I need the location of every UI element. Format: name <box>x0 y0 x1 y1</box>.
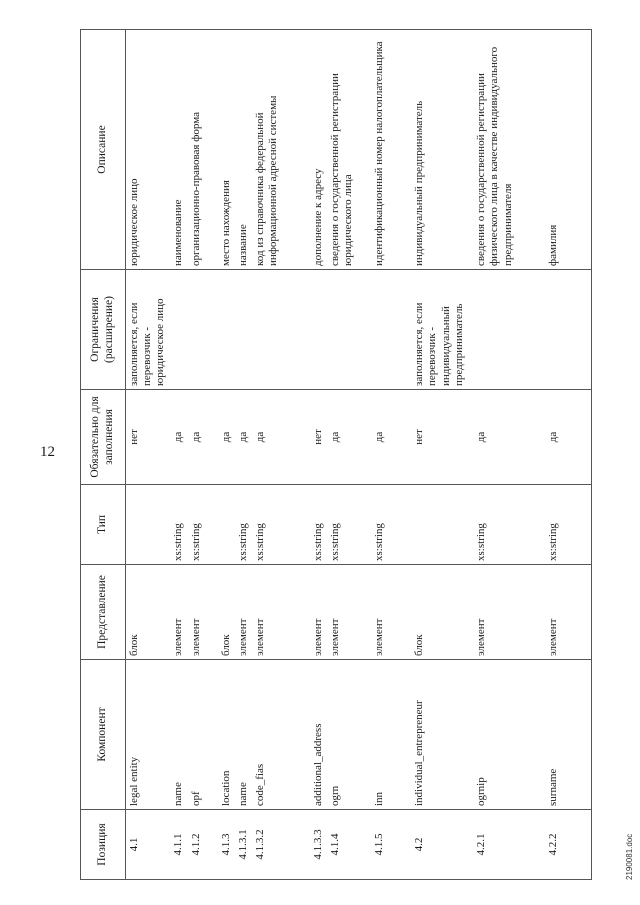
header-component: Компонент <box>81 660 126 810</box>
cell-position: 4.1.3.1 <box>235 810 252 880</box>
cell-type <box>411 485 473 565</box>
cell-limits: заполняется, если перевозчик - юридическое лицо <box>126 270 170 390</box>
cell-required: да <box>371 390 411 485</box>
cell-component: ogrnip <box>473 660 545 810</box>
table-row <box>327 30 371 880</box>
cell-description: сведения о государственной регистрации юридического лица <box>327 30 371 270</box>
page-number: 12 <box>40 444 55 460</box>
cell-limits <box>218 270 235 390</box>
cell-required: да <box>545 390 591 485</box>
cell-description: код из справочника федеральной информационной адресной системы <box>252 30 310 270</box>
cell-description: юридическое лицо <box>126 30 170 270</box>
cell-representation: элемент <box>310 565 327 660</box>
cell-required: да <box>252 390 310 485</box>
header-limits: Ограничения (расширение) <box>81 270 126 390</box>
cell-component: inn <box>371 660 411 810</box>
schema-table <box>80 29 592 880</box>
cell-required: да <box>235 390 252 485</box>
cell-required: нет <box>411 390 473 485</box>
cell-component: ogrn <box>327 660 371 810</box>
cell-representation: блок <box>218 565 235 660</box>
cell-type <box>126 485 170 565</box>
header-required: Обязательно для заполнения <box>81 390 126 485</box>
cell-description: фамилия <box>545 30 591 270</box>
footer-filename: 2190081.doc <box>625 833 634 880</box>
cell-representation: элемент <box>235 565 252 660</box>
cell-limits <box>252 270 310 390</box>
cell-component: surname <box>545 660 591 810</box>
cell-representation: элемент <box>170 565 188 660</box>
cell-type: xs:string <box>235 485 252 565</box>
cell-representation: элемент <box>545 565 591 660</box>
cell-type: xs:string <box>188 485 218 565</box>
cell-limits <box>327 270 371 390</box>
cell-required: да <box>170 390 188 485</box>
cell-position: 4.1.3.3 <box>310 810 327 880</box>
cell-position: 4.1.4 <box>327 810 371 880</box>
cell-type: xs:string <box>371 485 411 565</box>
cell-required: да <box>327 390 371 485</box>
cell-description: идентификационный номер налогоплательщика <box>371 30 411 270</box>
cell-limits <box>170 270 188 390</box>
cell-description: название <box>235 30 252 270</box>
table-row <box>545 30 591 880</box>
cell-position: 4.1.2 <box>188 810 218 880</box>
cell-required: да <box>218 390 235 485</box>
cell-description: место нахождения <box>218 30 235 270</box>
cell-position: 4.2.2 <box>545 810 591 880</box>
cell-type: xs:string <box>473 485 545 565</box>
table-row <box>310 30 327 880</box>
cell-limits <box>188 270 218 390</box>
cell-representation: элемент <box>473 565 545 660</box>
cell-position: 4.2.1 <box>473 810 545 880</box>
table-row <box>218 30 235 880</box>
cell-description: индивидуальный предприниматель <box>411 30 473 270</box>
cell-required: да <box>473 390 545 485</box>
cell-required: нет <box>126 390 170 485</box>
cell-position: 4.1.3.2 <box>252 810 310 880</box>
cell-representation: элемент <box>327 565 371 660</box>
cell-limits <box>235 270 252 390</box>
table-row <box>235 30 252 880</box>
cell-component: code_fias <box>252 660 310 810</box>
cell-type: xs:string <box>545 485 591 565</box>
table-row <box>126 30 170 880</box>
rotated-table-container <box>80 30 640 880</box>
cell-type: xs:string <box>252 485 310 565</box>
cell-component: individual_entrepreneur <box>411 660 473 810</box>
cell-position: 4.1.5 <box>371 810 411 880</box>
cell-representation: блок <box>126 565 170 660</box>
table-header-row <box>81 30 126 880</box>
cell-component: opf <box>188 660 218 810</box>
table-row <box>188 30 218 880</box>
cell-position: 4.1 <box>126 810 170 880</box>
table-row <box>170 30 188 880</box>
header-description: Описание <box>81 30 126 270</box>
cell-position: 4.2 <box>411 810 473 880</box>
cell-description: наименование <box>170 30 188 270</box>
header-type: Тип <box>81 485 126 565</box>
table-row <box>473 30 545 880</box>
cell-position: 4.1.1 <box>170 810 188 880</box>
cell-component: name <box>235 660 252 810</box>
cell-type: xs:string <box>310 485 327 565</box>
cell-type: xs:string <box>327 485 371 565</box>
header-position: Позиция <box>81 810 126 880</box>
table-row <box>411 30 473 880</box>
cell-position: 4.1.3 <box>218 810 235 880</box>
cell-limits <box>371 270 411 390</box>
cell-representation: элемент <box>371 565 411 660</box>
cell-representation: элемент <box>188 565 218 660</box>
cell-limits <box>545 270 591 390</box>
cell-required: да <box>188 390 218 485</box>
cell-component: legal entity <box>126 660 170 810</box>
cell-limits <box>473 270 545 390</box>
cell-type <box>218 485 235 565</box>
cell-component: additional_address <box>310 660 327 810</box>
cell-limits <box>310 270 327 390</box>
cell-description: сведения о государственной регистрации физического лица в качестве индивидуального предпринимателя <box>473 30 545 270</box>
cell-representation: элемент <box>252 565 310 660</box>
cell-description: организационно-правовая форма <box>188 30 218 270</box>
cell-representation: блок <box>411 565 473 660</box>
cell-limits: заполняется, если перевозчик - индивидуальный предприниматель <box>411 270 473 390</box>
cell-description: дополнение к адресу <box>310 30 327 270</box>
cell-type: xs:string <box>170 485 188 565</box>
cell-component: name <box>170 660 188 810</box>
header-representation: Представление <box>81 565 126 660</box>
cell-component: location <box>218 660 235 810</box>
cell-required: нет <box>310 390 327 485</box>
table-row <box>252 30 310 880</box>
table-row <box>371 30 411 880</box>
